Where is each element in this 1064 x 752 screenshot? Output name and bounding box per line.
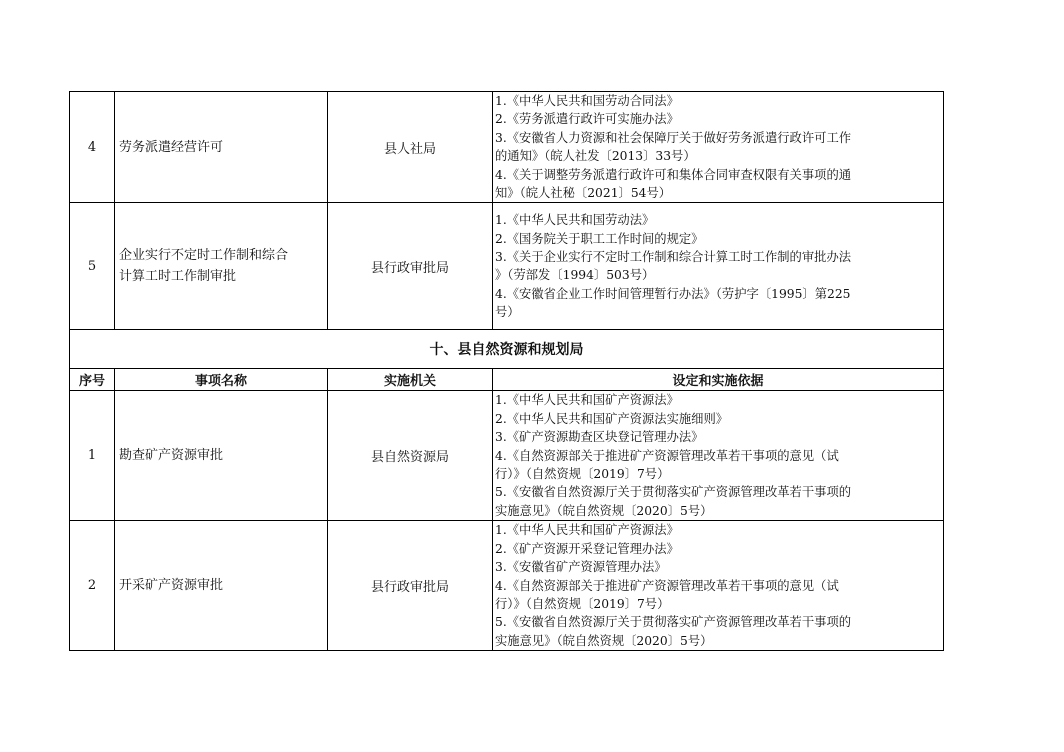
basis-line: 的通知》（皖人社发〔2013〕33号） <box>495 149 696 164</box>
basis-line: 3.《安徽省人力资源和社会保障厅关于做好劳务派遣行政许可工作 <box>495 130 852 145</box>
section-block <box>70 330 944 391</box>
table-row <box>70 521 944 651</box>
basis-line: 1.《中华人民共和国劳动合同法》 <box>495 94 679 108</box>
basis-line: 5.《安徽省自然资源厅关于贯彻落实矿产资源管理改革若干事项的 <box>495 615 852 630</box>
row-basis <box>493 521 944 651</box>
basis-line: 行）》（自然资规〔2019〕7号） <box>495 596 670 611</box>
row-name <box>115 92 328 203</box>
permits-table <box>69 91 944 651</box>
name-line: 开采矿产资源审批 <box>119 578 224 594</box>
basis-line: 5.《安徽省自然资源厅关于贯彻落实矿产资源管理改革若干事项的 <box>495 485 852 500</box>
row-index: 5 <box>70 203 115 330</box>
section-title: 十、县自然资源和规划局 <box>70 330 944 369</box>
row-index: 4 <box>70 92 115 203</box>
table-row <box>70 203 944 330</box>
header-basis: 设定和实施依据 <box>493 369 944 391</box>
name-line: 计算工时工作制审批 <box>119 269 237 285</box>
header-name: 事项名称 <box>115 369 328 391</box>
basis-line: 2.《国务院关于职工工作时间的规定》 <box>495 231 704 246</box>
basis-line: 知》（皖人社秘〔2021〕54号） <box>495 186 672 201</box>
basis-line: 4.《关于调整劳务派遣行政许可和集体合同审查权限有关事项的通 <box>495 167 852 182</box>
basis-line: 行）》（自然资规〔2019〕7号） <box>495 467 670 482</box>
basis-line: 》（劳部发〔1994〕503号） <box>495 268 655 283</box>
header-index: 序号 <box>70 369 115 391</box>
basis-line: 1.《中华人民共和国劳动法》 <box>495 213 655 228</box>
basis-line: 4.《自然资源部关于推进矿产资源管理改革若干事项的意见（试 <box>495 578 839 593</box>
table-row <box>70 391 944 521</box>
row-department: 县人社局 <box>328 92 493 203</box>
basis-line: 1.《中华人民共和国矿产资源法》 <box>495 523 679 538</box>
basis-line: 3.《关于企业实行不定时工作制和综合计算工时工作制的审批办法 <box>495 250 852 265</box>
section-title-row <box>70 330 944 369</box>
name-line: 企业实行不定时工作制和综合 <box>119 248 289 264</box>
row-department: 县自然资源局 <box>328 391 493 521</box>
table-row <box>70 92 944 203</box>
row-name <box>115 203 328 330</box>
basis-line: 1.《中华人民共和国矿产资源法》 <box>495 393 679 408</box>
row-basis <box>493 391 944 521</box>
row-department: 县行政审批局 <box>328 203 493 330</box>
basis-line: 实施意见》（皖自然资规〔2020〕5号） <box>495 633 713 648</box>
header-department: 实施机关 <box>328 369 493 391</box>
basis-line: 3.《安徽省矿产资源管理办法》 <box>495 560 667 575</box>
row-name <box>115 521 328 651</box>
header-row <box>70 369 944 391</box>
basis-line: 实施意见》（皖自然资规〔2020〕5号） <box>495 503 713 518</box>
basis-line: 2.《中华人民共和国矿产资源法实施细则》 <box>495 411 729 426</box>
name-line: 勘查矿产资源审批 <box>119 448 224 464</box>
basis-line: 4.《安徽省企业工作时间管理暂行办法》（劳护字〔1995〕第225 <box>495 286 851 301</box>
name-line: 劳务派遣经营许可 <box>119 139 224 155</box>
row-index: 1 <box>70 391 115 521</box>
row-basis <box>493 203 944 330</box>
basis-line: 号） <box>495 305 520 320</box>
row-index: 2 <box>70 521 115 651</box>
bottom-rows <box>70 391 944 651</box>
basis-line: 2.《劳务派遣行政许可实施办法》 <box>495 112 679 127</box>
row-basis <box>493 92 944 203</box>
basis-line: 3.《矿产资源勘查区块登记管理办法》 <box>495 430 704 445</box>
basis-line: 4.《自然资源部关于推进矿产资源管理改革若干事项的意见（试 <box>495 448 839 463</box>
top-rows <box>70 92 944 330</box>
basis-line: 2.《矿产资源开采登记管理办法》 <box>495 541 679 556</box>
row-name <box>115 391 328 521</box>
row-department: 县行政审批局 <box>328 521 493 651</box>
